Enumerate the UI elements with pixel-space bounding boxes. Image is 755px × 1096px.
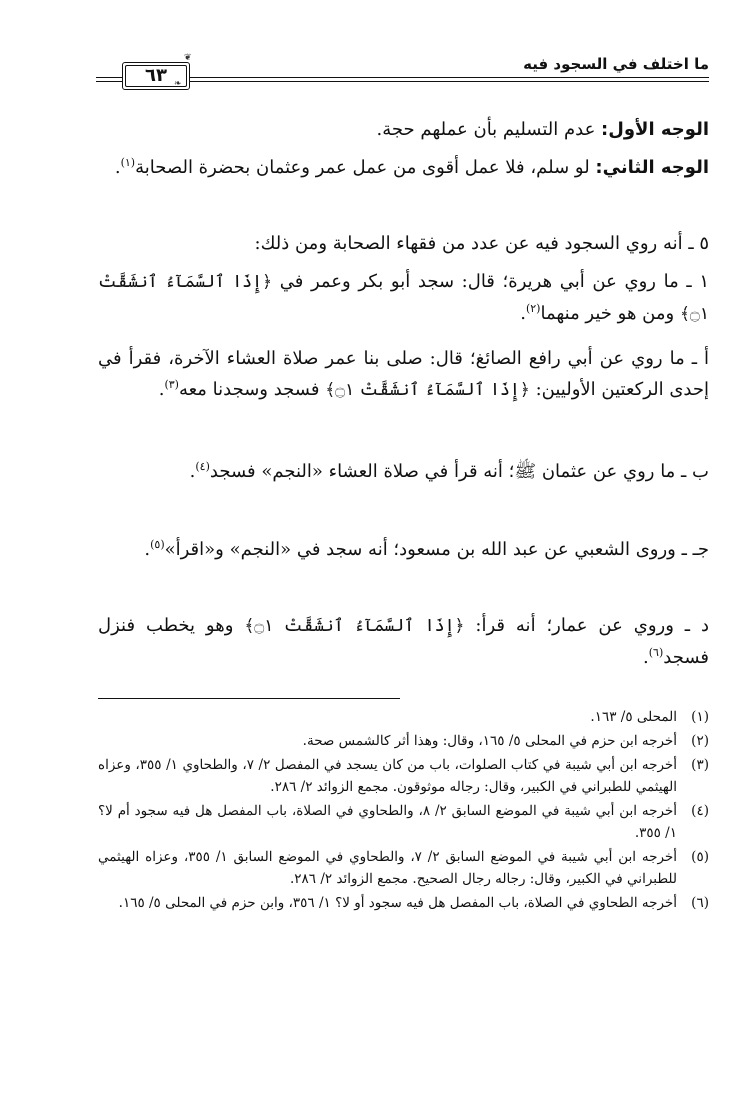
- paragraph-end: .: [144, 539, 151, 560]
- footnote-item: [98, 892, 709, 914]
- paragraph-text: ٥ ـ أنه روي السجود فيه عن عدد من فقهاء الصحابة ومن ذلك:: [254, 233, 709, 254]
- footnote-ref[interactable]: (٣): [164, 378, 179, 391]
- paragraph-item-1: [98, 266, 709, 330]
- paragraph-text: د ـ وروي عن عمار؛ أنه قرأ:: [475, 615, 709, 636]
- footnote-number: (٥): [691, 849, 709, 865]
- header-rule-thick: [190, 77, 709, 78]
- quran-verse: ﴿إِذَا ٱلسَّمَآءُ ٱنشَقَّتْ ۝١﴾: [244, 616, 465, 636]
- paragraph-item-d: [98, 610, 709, 673]
- paragraph-heading: الوجه الثاني:: [595, 157, 709, 178]
- footnote-item: [98, 800, 709, 844]
- paragraph-first-aspect: [98, 114, 709, 145]
- footnote-text: أخرجه ابن أبي شيبة في كتاب الصلوات، باب من كان يسجد في المفصل ٢/ ٧، والطحاوي ١/ ٣٥٥، وعزاه الهيثمي للطبراني في الكبير، وقال: رجاله موثوقون. مجمع الزوائد ٢/ ٢٨٦.: [98, 757, 678, 795]
- paragraph-text: جـ ـ وروى الشعبي عن عبد الله بن مسعود؛ أنه سجد في «النجم» و«اقرأ»: [164, 539, 709, 560]
- footnote-ref[interactable]: (٥): [150, 538, 165, 551]
- paragraph-text-cont: ومن هو خير منهما: [540, 303, 675, 324]
- footnote-number: (١): [691, 709, 709, 725]
- footnote-text: المحلى ٥/ ١٦٣.: [590, 709, 677, 725]
- paragraph-second-aspect: [98, 152, 709, 183]
- page-number: ٦٣: [145, 65, 167, 86]
- header-left-rule: [96, 77, 122, 78]
- footnote-text: أخرجه ابن حزم في المحلى ٥/ ١٦٥، وقال: وهذا أثر كالشمس صحة.: [302, 733, 677, 749]
- paragraph-end: .: [189, 461, 196, 482]
- footnote-separator: [98, 698, 400, 699]
- quran-verse: ﴿إِذَا ٱلسَّمَآءُ ٱنشَقَّتْ ۝١﴾: [325, 380, 530, 400]
- corner-ornament-icon: ❧: [174, 79, 182, 89]
- footnote-item: [98, 706, 709, 728]
- paragraph-text: عدم التسليم بأن عملهم حجة.: [376, 119, 596, 140]
- paragraph-text: لو سلم، فلا عمل أقوى من عمل عمر وعثمان بحضرة الصحابة: [135, 157, 590, 178]
- footnote-item: [98, 846, 709, 890]
- running-title: ما اختلف في السجود فيه: [523, 55, 709, 73]
- paragraph-item-j: [98, 534, 709, 565]
- paragraph-heading: الوجه الأول:: [601, 119, 709, 140]
- paragraph-end: .: [520, 303, 526, 324]
- paragraph-text: ١ ـ ما روي عن أبي هريرة؛ قال: سجد أبو بكر وعمر في: [279, 271, 709, 292]
- header-left-rule-thin: [96, 81, 122, 82]
- header-rule-thin: [190, 81, 709, 82]
- corner-ornament-icon: ❦: [184, 53, 192, 63]
- paragraph-text-cont: فسجد وسجدنا معه: [178, 379, 320, 400]
- paragraph-text-cont: وهو يخطب فنزل فسجد: [98, 615, 709, 668]
- footnote-ref[interactable]: (٦): [648, 646, 664, 659]
- paragraph-end: .: [158, 379, 165, 400]
- footnote-number: (٦): [691, 895, 709, 911]
- running-header: [96, 50, 709, 96]
- quran-verse: ﴿إِذَا ٱلسَّمَآءُ ٱنشَقَّتْ ۝١﴾: [98, 272, 709, 324]
- paragraph-text: ب ـ ما روي عن عثمان ﷺ؛ أنه قرأ في صلاة العشاء «النجم» فسجد: [209, 461, 709, 482]
- footnote-ref[interactable]: (١): [120, 156, 136, 169]
- footnote-item: [98, 730, 709, 752]
- paragraph-text: أ ـ ما روي عن أبي رافع الصائغ؛ قال: صلى بنا عمر صلاة العشاء الآخرة، فقرأ في إحدى الركعتين الأوليين:: [98, 348, 709, 400]
- footnote-ref[interactable]: (٢): [525, 302, 541, 315]
- footnotes: [98, 706, 709, 916]
- footnote-number: (٤): [691, 803, 709, 819]
- footnote-ref[interactable]: (٤): [195, 460, 210, 473]
- paragraph-end: .: [643, 647, 649, 668]
- footnote-text: أخرجه ابن أبي شيبة في الموضع السابق ٢/ ٨، والطحاوي في الصلاة، باب المفصل هل فيه سجود أم لا؟ ١/ ٣٥٥.: [98, 803, 677, 841]
- footnote-number: (٢): [691, 733, 709, 749]
- footnote-text: أخرجه الطحاوي في الصلاة، باب المفصل هل فيه سجود أو لا؟ ١/ ٣٥٦، وابن حزم في المحلى ٥/ ١٦٥.: [118, 895, 677, 911]
- footnote-number: (٣): [691, 757, 709, 773]
- paragraph-point-5: [98, 228, 709, 259]
- paragraph-item-b: [98, 456, 709, 487]
- paragraph-end: .: [114, 157, 121, 178]
- footnote-item: [98, 754, 709, 798]
- footnote-text: أخرجه ابن أبي شيبة في الموضع السابق ٢/ ٧، والطحاوي في الموضع السابق ١/ ٣٥٥، وعزاه الهيثمي للطبراني في الكبير، وقال: رجاله رجال الصحيح. مجمع الزوائد ٢/ ٢٨٦.: [98, 849, 677, 887]
- paragraph-item-a: [98, 343, 709, 406]
